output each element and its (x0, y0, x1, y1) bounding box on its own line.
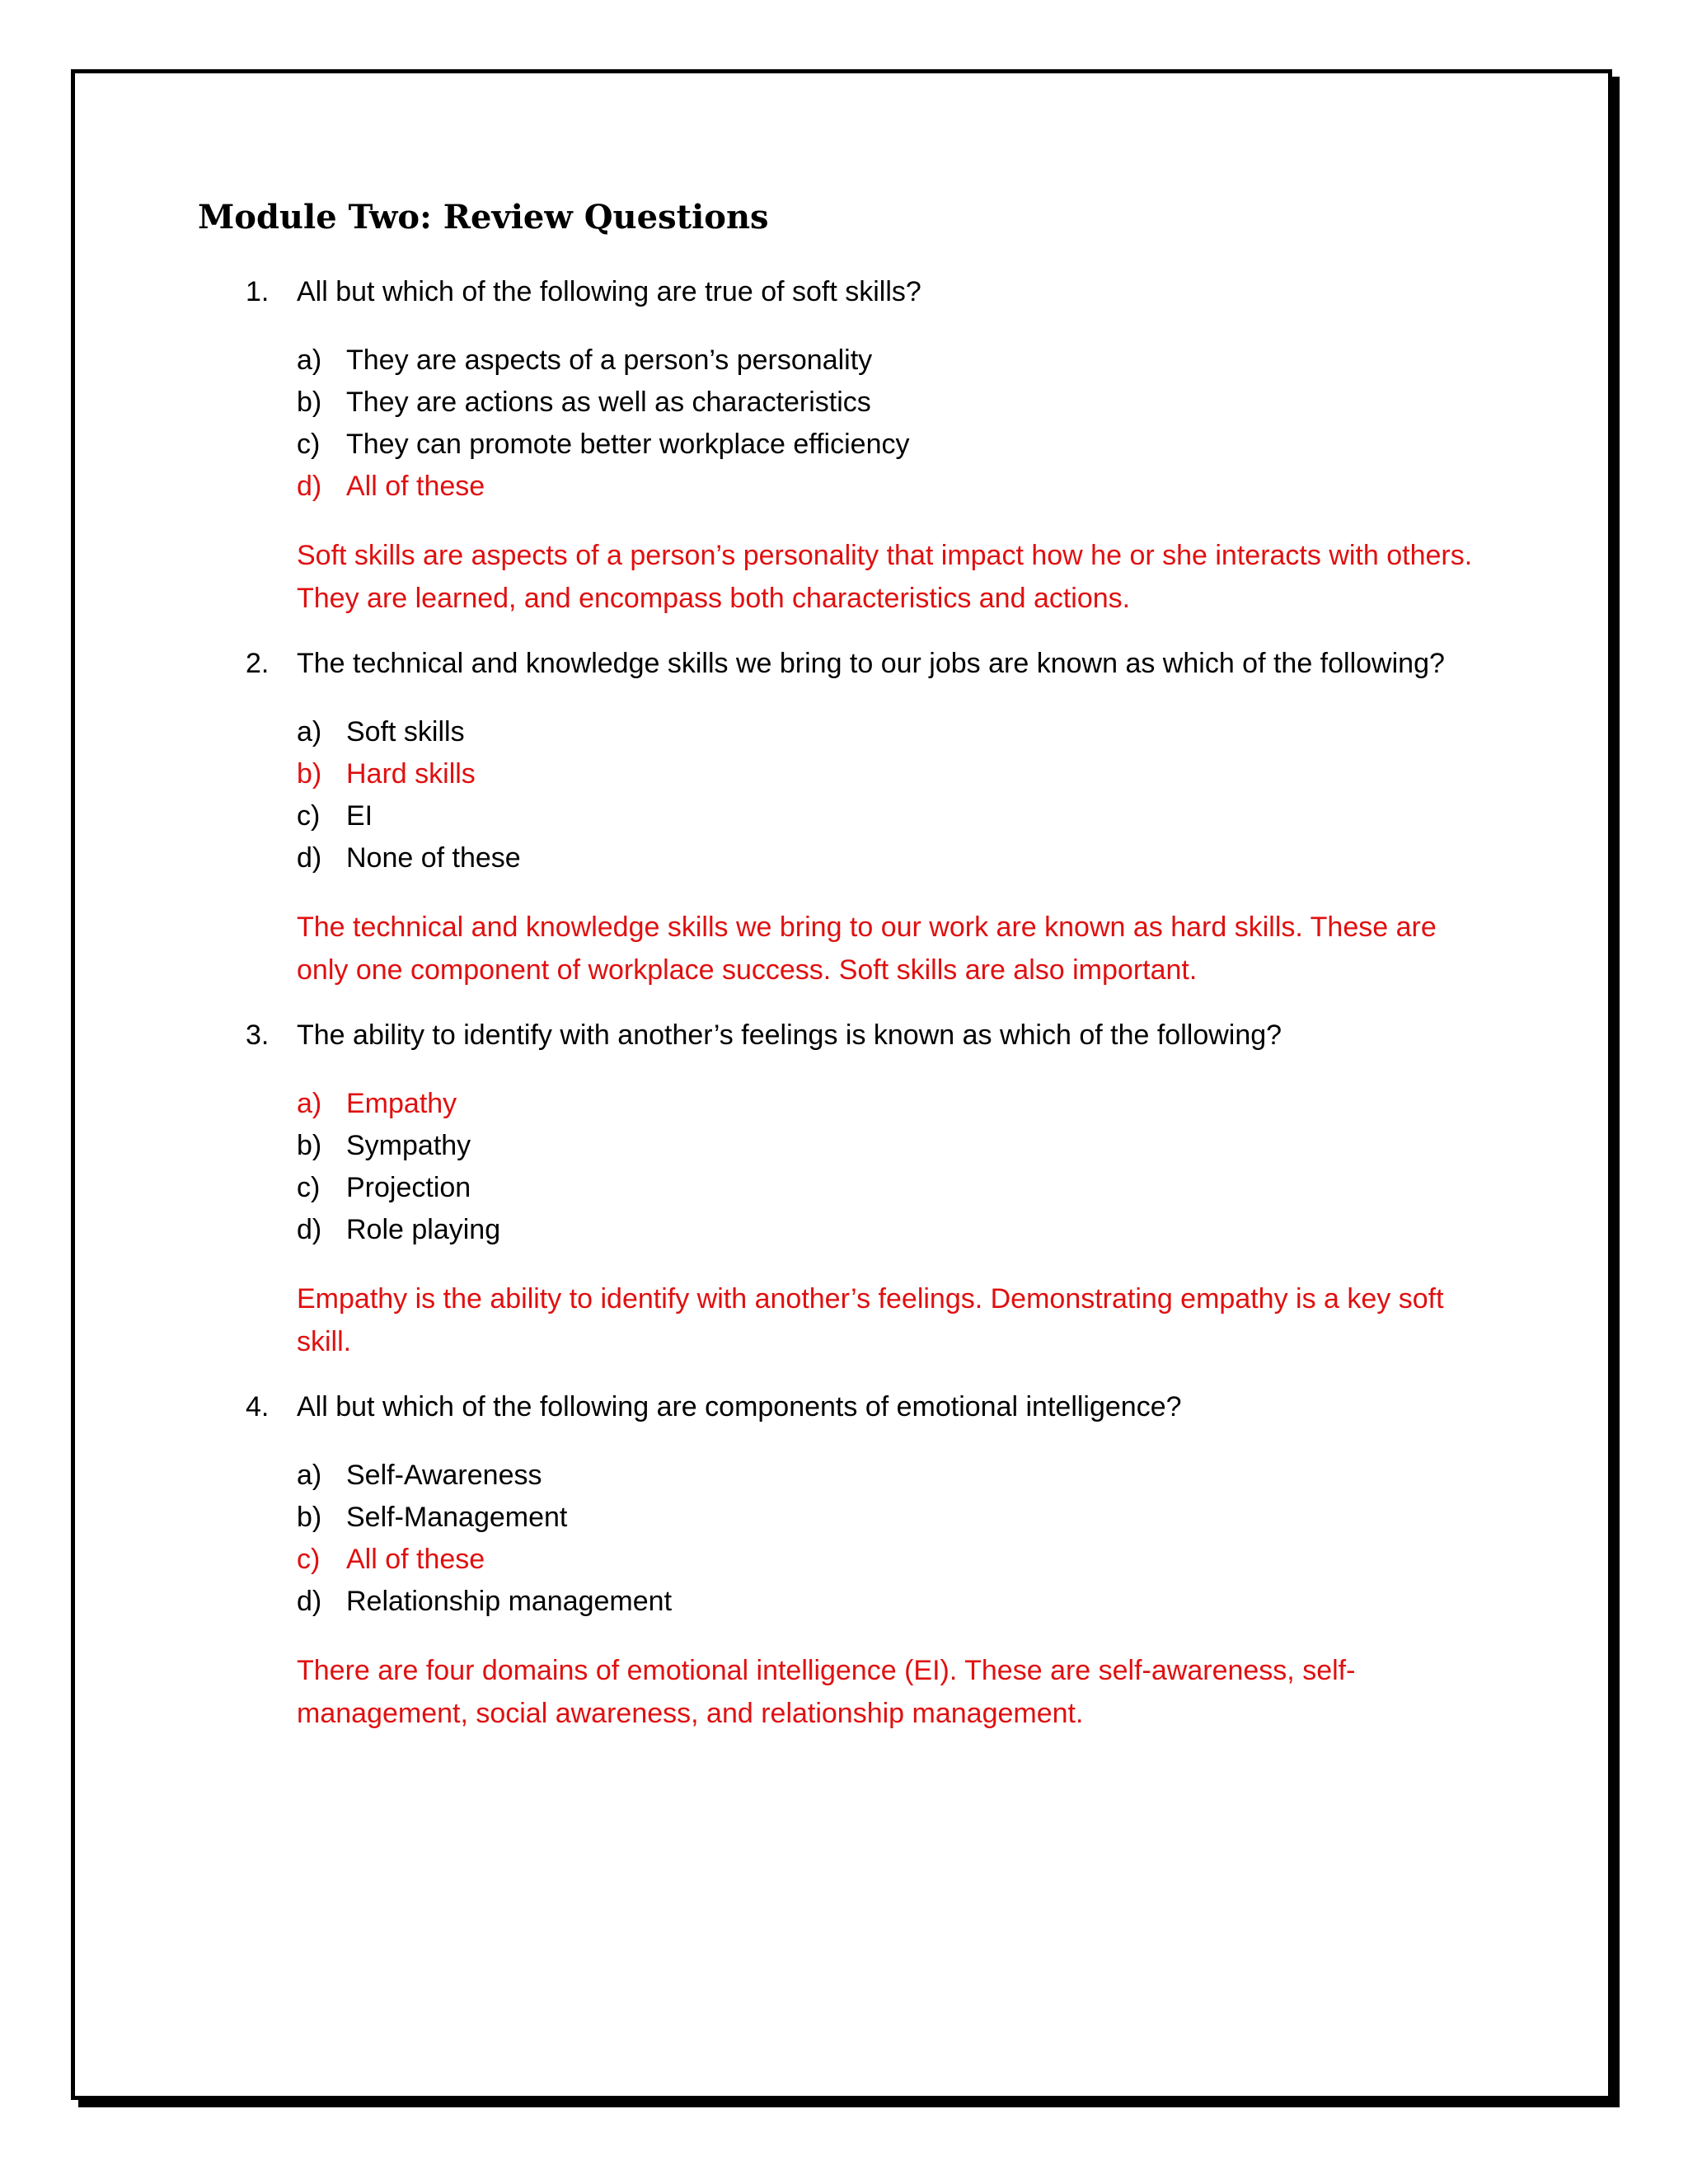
question-text: All but which of the following are true of soft skills? (297, 276, 921, 307)
option-a (297, 711, 1498, 753)
option-b (297, 1125, 1498, 1167)
question-3 (246, 1014, 1498, 1363)
question-line (246, 1014, 1498, 1057)
option-d (297, 837, 1498, 879)
option-c (297, 1167, 1498, 1209)
option-text: They are aspects of a person’s personality (346, 344, 873, 376)
option-letter: d) (297, 842, 322, 874)
option-text: None of these (346, 842, 521, 874)
option-c (297, 795, 1498, 837)
option-text: Hard skills (346, 758, 476, 790)
option-letter: b) (297, 387, 322, 418)
option-letter: b) (297, 1502, 322, 1533)
option-b (297, 753, 1498, 795)
option-text: All of these (346, 471, 485, 502)
option-d (297, 1581, 1498, 1623)
option-b (297, 1497, 1498, 1539)
option-letter: b) (297, 758, 322, 790)
answer-explanation: Soft skills are aspects of a person’s personality that impact how he or she interacts with others. They are learned, and encompass both characteristics and actions. (297, 540, 1473, 614)
question-number: 1. (246, 276, 270, 307)
option-text: Projection (346, 1172, 471, 1203)
option-letter: d) (297, 1586, 322, 1617)
option-text: Self-Management (346, 1502, 568, 1533)
option-letter: c) (297, 1172, 321, 1203)
option-letter: a) (297, 344, 322, 376)
option-letter: c) (297, 1544, 321, 1575)
answer-explanation: The technical and knowledge skills we bring to our work are known as hard skills. These are only one component of workplace success. Soft skills are also important. (297, 912, 1437, 986)
option-text: Role playing (346, 1214, 501, 1245)
option-text: All of these (346, 1544, 485, 1575)
question-text: All but which of the following are components of emotional intelligence? (297, 1391, 1182, 1422)
question-text: The ability to identify with another’s feelings is known as which of the following? (297, 1019, 1282, 1051)
option-text: They can promote better workplace efficiency (346, 429, 910, 460)
option-list (297, 1455, 1498, 1623)
option-list (297, 340, 1498, 508)
option-list (297, 711, 1498, 879)
question-number: 4. (246, 1391, 270, 1422)
option-a (297, 1455, 1498, 1497)
question-list (246, 270, 1498, 1757)
option-letter: b) (297, 1130, 322, 1161)
option-letter: a) (297, 1088, 322, 1119)
option-text: They are actions as well as characteristics (346, 387, 871, 418)
question-number: 3. (246, 1019, 270, 1051)
option-letter: d) (297, 1214, 322, 1245)
option-letter: a) (297, 716, 322, 748)
option-letter: c) (297, 800, 321, 832)
option-text: Soft skills (346, 716, 465, 748)
option-letter: c) (297, 429, 321, 460)
question-line (246, 270, 1498, 313)
option-d (297, 1209, 1498, 1251)
answer-explanation: Empathy is the ability to identify with another’s feelings. Demonstrating empathy is a key soft skill. (297, 1283, 1444, 1357)
option-d (297, 466, 1498, 508)
option-text: EI (346, 800, 373, 832)
question-text: The technical and knowledge skills we bring to our jobs are known as which of the following? (297, 648, 1445, 679)
option-a (297, 340, 1498, 382)
option-text: Empathy (346, 1088, 457, 1119)
option-c (297, 1539, 1498, 1581)
question-line (246, 642, 1498, 685)
answer-explanation: There are four domains of emotional intelligence (EI). These are self-awareness, self-management, social awareness, and relationship management. (297, 1655, 1356, 1729)
option-letter: d) (297, 471, 322, 502)
option-list (297, 1083, 1498, 1251)
option-letter: a) (297, 1460, 322, 1491)
page-title: Module Two: Review Questions (198, 198, 769, 237)
question-4 (246, 1385, 1498, 1735)
option-text: Self-Awareness (346, 1460, 542, 1491)
option-b (297, 382, 1498, 424)
option-text: Sympathy (346, 1130, 471, 1161)
option-c (297, 424, 1498, 466)
question-1 (246, 270, 1498, 620)
question-2 (246, 642, 1498, 991)
question-line (246, 1385, 1498, 1428)
option-a (297, 1083, 1498, 1125)
question-number: 2. (246, 648, 270, 679)
option-text: Relationship management (346, 1586, 673, 1617)
